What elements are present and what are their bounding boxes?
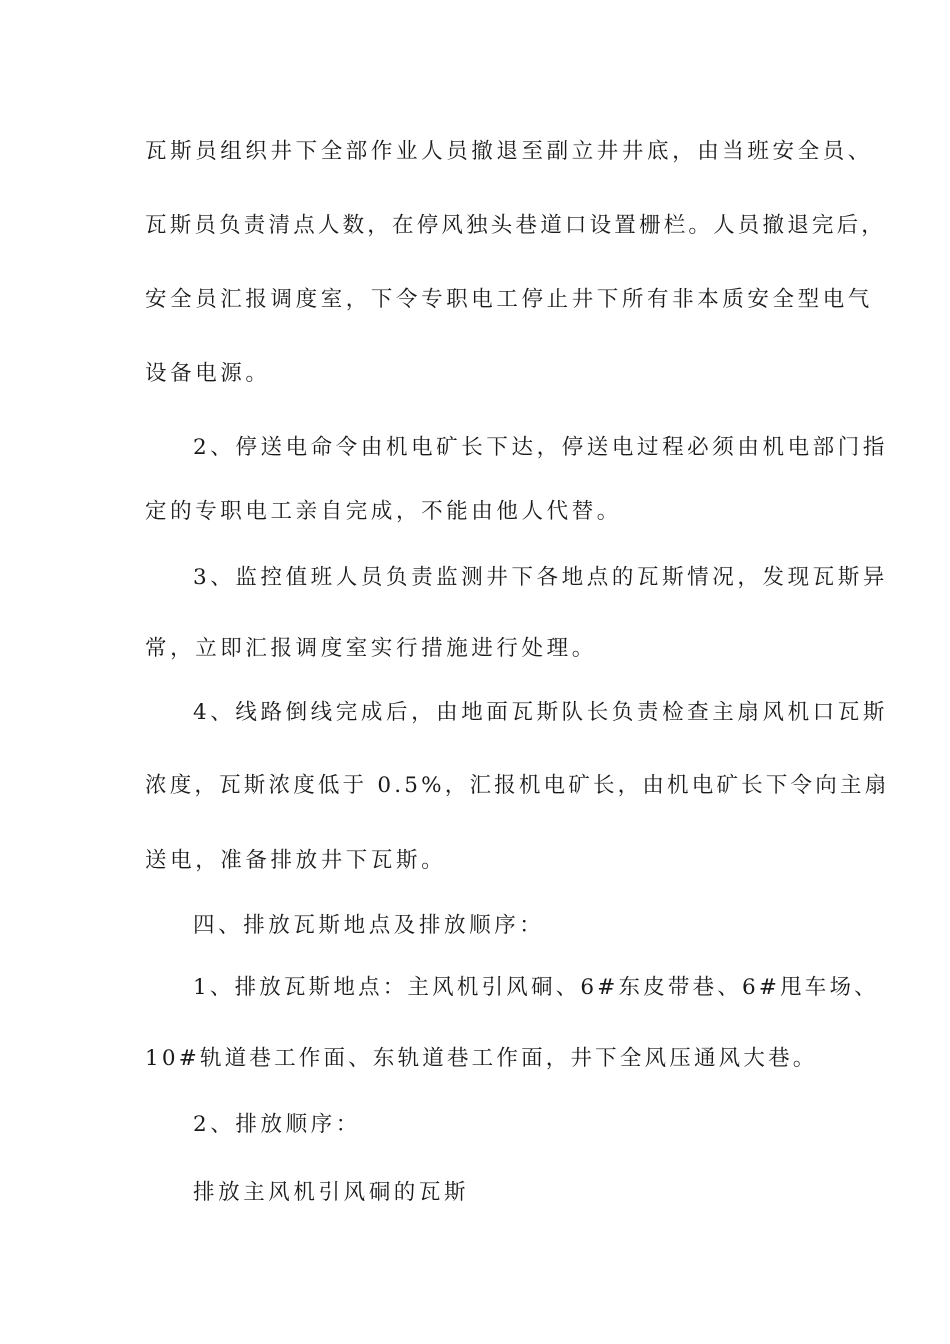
text-line: 定的专职电工亲自完成，不能由他人代替。: [145, 499, 622, 524]
text-line: 送电，准备排放井下瓦斯。: [145, 848, 447, 873]
text-line: 2、停送电命令由机电矿长下达，停送电过程必须由机电部门指: [193, 435, 888, 460]
text-line: 10#轨道巷工作面、东轨道巷工作面，井下全风压通风大巷。: [145, 1046, 818, 1071]
text-line: 设备电源。: [145, 361, 271, 386]
text-line: 3、监控值班人员负责监测井下各地点的瓦斯情况，发现瓦斯异: [193, 565, 888, 590]
text-line: 安全员汇报调度室，下令专职电工停止井下所有非本质安全型电气: [145, 287, 873, 312]
text-line: 4、线路倒线完成后，由地面瓦斯队长负责检查主扇风机口瓦斯: [193, 700, 888, 725]
text-line: 1、排放瓦斯地点：主风机引风硐、6#东皮带巷、6#甩车场、: [193, 975, 879, 1000]
text-line: 瓦斯员负责清点人数，在停风独头巷道口设置栅栏。人员撤退完后，: [145, 213, 887, 238]
text-line: 常，立即汇报调度室实行措施进行处理。: [145, 636, 597, 661]
text-line: 瓦斯员组织井下全部作业人员撤退至副立井井底，由当班安全员、: [145, 139, 873, 164]
text-line: 浓度，瓦斯浓度低于 0.5%，汇报机电矿长，由机电矿长下令向主扇: [145, 773, 890, 798]
section-heading: 四、排放瓦斯地点及排放顺序：: [193, 913, 545, 938]
text-line: 2、排放顺序：: [193, 1112, 361, 1137]
text-line: 排放主风机引风硐的瓦斯: [193, 1180, 470, 1205]
